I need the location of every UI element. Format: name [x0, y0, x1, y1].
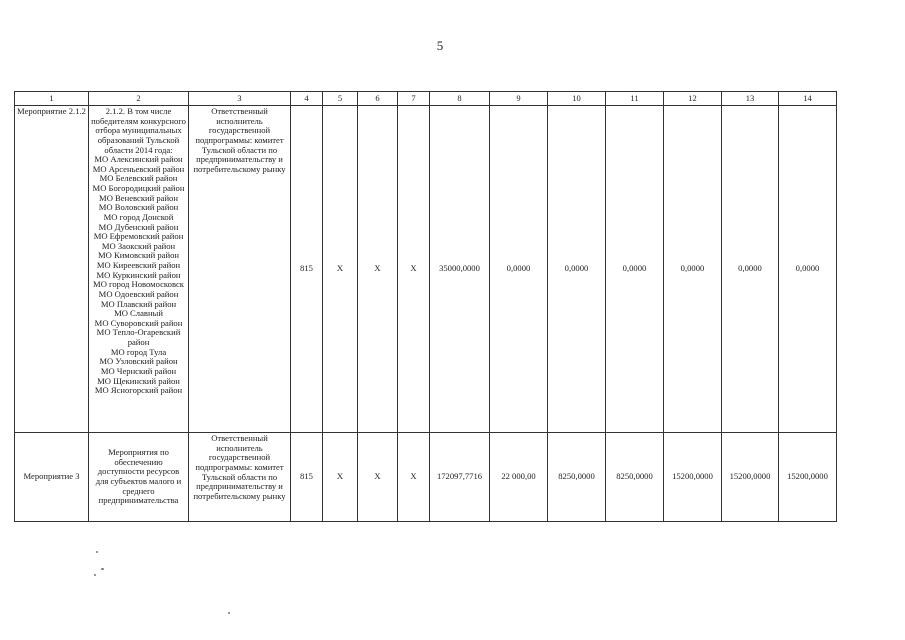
value-cell: Х — [398, 106, 430, 433]
value-cell: Х — [323, 433, 358, 522]
municipality-item: МО Воловский район — [98, 202, 179, 213]
value-cell: Х — [358, 106, 398, 433]
header-cell-12: 12 — [664, 92, 722, 106]
amount-cell: 0,0000 — [490, 106, 548, 433]
header-cell-9: 9 — [490, 92, 548, 106]
scan-speck — [96, 551, 98, 553]
municipality-item: МО город Донской — [103, 211, 174, 222]
header-cell-10: 10 — [548, 92, 606, 106]
municipality-item: МО Богородицкий район — [92, 183, 185, 193]
municipality-item: МО Чернский район — [100, 365, 177, 376]
municipality-item: МО Куркинский район — [96, 269, 181, 280]
description-cell: Мероприятия по обеспечению доступности ресурсов для субъектов малого и среднего предпринимательства — [89, 433, 189, 522]
municipality-item: МО Тепло-Огаревский район — [96, 327, 181, 347]
municipality-item: МО Ясногорский район — [94, 385, 183, 396]
amount-cell: 0,0000 — [779, 106, 837, 433]
municipality-item: МО Узловский район — [99, 356, 178, 367]
header-cell-5: 5 — [323, 92, 358, 106]
budget-table — [14, 91, 837, 522]
municipality-item: МО Алексинский район — [94, 154, 183, 165]
municipality-item: МО город Тула — [110, 346, 167, 357]
municipality-item: МО город Новомосковск — [93, 279, 184, 290]
header-cell-8: 8 — [430, 92, 490, 106]
description-intro: 2.1.2. В том числе победителям конкурсного отбора муниципальных образований Тульской области 2014 года: — [91, 106, 186, 155]
value-cell: Х — [398, 433, 430, 522]
header-cell-7: 7 — [398, 92, 430, 106]
activity-cell: Мероприятие 2.1.2 — [15, 106, 89, 433]
municipality-item: МО Одоевский район — [98, 288, 179, 299]
scan-speck — [101, 568, 104, 570]
municipality-item: МО Дубенский район — [98, 221, 179, 232]
municipality-item: МО Киреевский район — [96, 260, 181, 270]
municipality-item: МО Кимовский район — [97, 250, 179, 261]
header-cell-14: 14 — [779, 92, 837, 106]
scan-speck — [94, 574, 96, 576]
description-cell — [89, 106, 189, 433]
executor-cell: Ответственный исполнитель государственной подпрограммы: комитет Тульской области по предпринимательству и потребительскому рынку — [189, 106, 291, 433]
municipality-item: МО Веневский район — [99, 192, 178, 203]
amount-cell: 15200,0000 — [664, 433, 722, 522]
header-cell-3: 3 — [189, 92, 291, 106]
page-number: 5 — [436, 38, 444, 53]
municipality-item: МО Арсеньевский район — [92, 163, 185, 174]
amount-cell: 0,0000 — [664, 106, 722, 433]
municipality-item: МО Плавский район — [100, 298, 177, 309]
amount-cell: 0,0000 — [722, 106, 779, 433]
amount-cell: 22 000,00 — [490, 433, 548, 522]
header-cell-2: 2 — [89, 92, 189, 106]
value-cell: Х — [323, 106, 358, 433]
header-cell-6: 6 — [358, 92, 398, 106]
amount-cell: 35000,0000 — [430, 106, 490, 433]
amount-cell: 15200,0000 — [779, 433, 837, 522]
code-cell: 815 — [291, 106, 323, 433]
header-cell-4: 4 — [291, 92, 323, 106]
municipality-item: МО Белевский район — [99, 173, 178, 184]
amount-cell: 0,0000 — [548, 106, 606, 433]
activity-cell: Мероприятие 3 — [15, 433, 89, 522]
header-cell-1: 1 — [15, 92, 89, 106]
code-cell: 815 — [291, 433, 323, 522]
value-cell: Х — [358, 433, 398, 522]
amount-cell: 172097,7716 — [430, 433, 490, 522]
amount-cell: 8250,0000 — [606, 433, 664, 522]
header-cell-13: 13 — [722, 92, 779, 106]
municipality-item: МО Щекинский район — [97, 375, 180, 386]
municipality-item: МО Славный — [114, 308, 163, 319]
municipality-item: МО Суворовский район — [94, 317, 183, 328]
municipality-item: МО Заокский район — [101, 240, 176, 251]
municipality-item: МО Ефремовский район — [93, 231, 184, 242]
amount-cell: 0,0000 — [606, 106, 664, 433]
table-row — [15, 106, 837, 433]
table-header-row — [15, 92, 837, 106]
header-cell-11: 11 — [606, 92, 664, 106]
executor-cell: Ответственный исполнитель государственной подпрограммы: комитет Тульской области по предпринимательству и потребительскому рынку — [189, 433, 291, 522]
scan-speck — [228, 612, 230, 614]
amount-cell: 8250,0000 — [548, 433, 606, 522]
amount-cell: 15200,0000 — [722, 433, 779, 522]
table-row — [15, 433, 837, 522]
